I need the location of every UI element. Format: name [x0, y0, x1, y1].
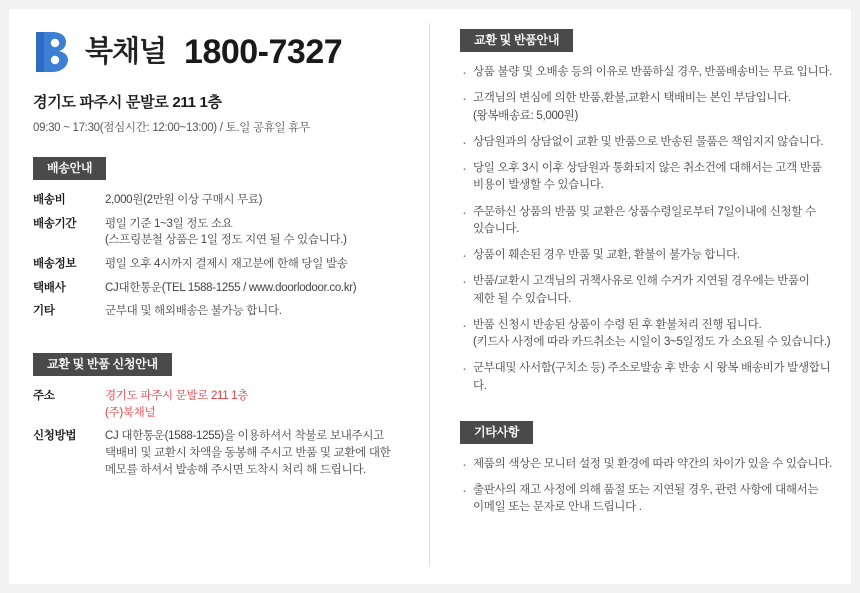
- list-item-text: · 제품의 색상은 모니터 설정 및 환경에 따라 약간의 차이가 있을 수 있습니다.: [473, 457, 833, 470]
- list-item: [460, 64, 837, 81]
- list-item: [460, 317, 837, 352]
- exchange-request-table: [33, 388, 419, 485]
- list-item-text: · 상담원과의 상담없이 교환 및 반품으로 반송된 물품은 책임지지 않습니다.: [473, 135, 824, 148]
- table-row: [33, 192, 419, 216]
- list-item-text: · 주문하신 상품의 반품 및 교환은 상품수령일로부터 7일이내에 신청할 수: [473, 205, 816, 218]
- brand-phone: 1800-7327: [184, 33, 343, 71]
- row-value: 평일 오후 4시까지 결제시 재고분에 한해 당일 발송: [105, 258, 348, 271]
- row-value: 군부대 및 해외배송은 불가능 합니다.: [105, 305, 282, 318]
- list-item-sub: 비용이 발생할 수 있습니다.: [473, 179, 604, 192]
- list-item-text: · 고객님의 변심에 의한 반품,환불,교환시 택배비는 본인 부담입니다.: [473, 92, 791, 105]
- list-item: [460, 273, 837, 308]
- row-key: 주소: [33, 390, 55, 403]
- list-item-text: · 상품 불량 및 오배송 등의 이유로 반품하실 경우, 반품배송비는 무료 입니다.: [473, 66, 833, 78]
- list-item: [460, 360, 837, 395]
- row-value-main: 평일 기준 1~3일 정도 소요: [105, 217, 233, 230]
- list-item: [460, 160, 837, 195]
- table-row: [33, 303, 419, 327]
- method-line2: 택배비 및 교환시 차액을 동봉해 주시고 반품 및 교환에 대한: [105, 447, 391, 460]
- exchange-request-heading-wrap: [33, 353, 419, 376]
- row-value: CJ대한통운(TEL 1588-1255 / www.doorlodoor.co.kr): [105, 281, 357, 294]
- list-item: [460, 134, 837, 151]
- document-body: [9, 9, 851, 584]
- row-key: 배송정보: [33, 258, 77, 271]
- company-hours: 09:30 ~ 17:30(점심시간: 12:00~13:00) / 토.일 공휴일 휴무: [33, 122, 310, 134]
- list-item: [460, 482, 837, 517]
- return-address-line2: (주)북채널: [105, 406, 156, 419]
- right-column: [430, 9, 851, 584]
- table-row: [33, 216, 419, 256]
- list-item-text: · 상품이 훼손된 경우 반품 및 교환, 환불이 불가능 합니다.: [473, 249, 740, 261]
- list-item-text: · 군부대및 사서함(구치소 등) 주소로발송 후 반송 시 왕복 배송비가 발생합니다.: [473, 362, 831, 392]
- list-item: [460, 90, 837, 125]
- list-item-text: · 출판사의 재고 사정에 의해 품절 또는 지연될 경우, 관련 사항에 대해서는: [473, 484, 819, 496]
- row-key: 기타: [33, 305, 55, 318]
- etc-heading: 기타사항: [460, 421, 533, 444]
- method-line1: CJ 대한통운(1588-1255)을 이용하셔서 착불로 보내주시고: [105, 430, 384, 443]
- list-item: [460, 247, 837, 264]
- row-key: 배송비: [33, 194, 66, 206]
- list-item-sub: 제한 될 수 있습니다.: [473, 292, 572, 305]
- list-item: [460, 456, 837, 473]
- brand-name: 북채널: [85, 35, 167, 68]
- brand-header: [33, 29, 419, 75]
- left-column: [9, 9, 429, 584]
- table-row: [33, 428, 419, 485]
- list-item-sub: (왕복배송료: 5,000원): [473, 109, 578, 122]
- shipping-heading-wrap: [33, 157, 419, 180]
- etc-heading-wrap: [460, 421, 837, 444]
- row-value: [105, 428, 419, 485]
- row-value: 2,000원(2만원 이상 구매시 무료): [105, 194, 263, 206]
- list-item-sub: 이메일 또는 문자로 안내 드립니다 .: [473, 501, 642, 514]
- method-line3: 메모를 하셔서 발송해 주시면 도착시 처리 해 드립니다.: [105, 463, 366, 476]
- etc-list: [460, 456, 837, 517]
- exchange-info-list: [460, 64, 837, 395]
- row-key: 택배사: [33, 281, 66, 294]
- list-item-text: · 반품 신청시 반송된 상품이 수령 된 후 환불처리 진행 됩니다.: [473, 318, 762, 331]
- list-item-text: · 반품/교환시 고객님의 귀책사유로 인해 수거가 지연될 경우에는 반품이: [473, 275, 810, 288]
- shipping-table: [33, 192, 419, 327]
- table-row: [33, 388, 419, 428]
- row-value: [105, 216, 419, 256]
- shipping-heading: 배송안내: [33, 157, 106, 180]
- exchange-info-heading-wrap: [460, 29, 837, 52]
- row-value-sub: (스프링분철 상품은 1일 정도 지연 될 수 있습니다.): [105, 234, 347, 247]
- row-key: 배송기간: [33, 217, 77, 230]
- list-item-text: · 당일 오후 3시 이후 상담원과 통화되지 않은 취소건에 대해서는 고객 반품: [473, 162, 822, 174]
- return-address-line1: 경기도 파주시 문발로 211 1층: [105, 390, 249, 403]
- table-row: [33, 280, 419, 304]
- exchange-info-heading: 교환 및 반품안내: [460, 29, 573, 52]
- company-address: 경기도 파주시 문발로 211 1층: [33, 94, 222, 111]
- row-key: 신청방법: [33, 430, 77, 443]
- exchange-request-heading: 교환 및 반품 신청안내: [33, 353, 172, 376]
- bookchannel-logo-icon: [33, 29, 77, 75]
- list-item: [460, 204, 837, 239]
- list-item-sub: (키드사 사정에 따라 카드취소는 시일이 3~5일정도 가 소요될 수 있습니다.): [473, 336, 831, 348]
- row-value: [105, 388, 419, 428]
- table-row: [33, 256, 419, 280]
- list-item-sub: 있습니다.: [473, 222, 520, 235]
